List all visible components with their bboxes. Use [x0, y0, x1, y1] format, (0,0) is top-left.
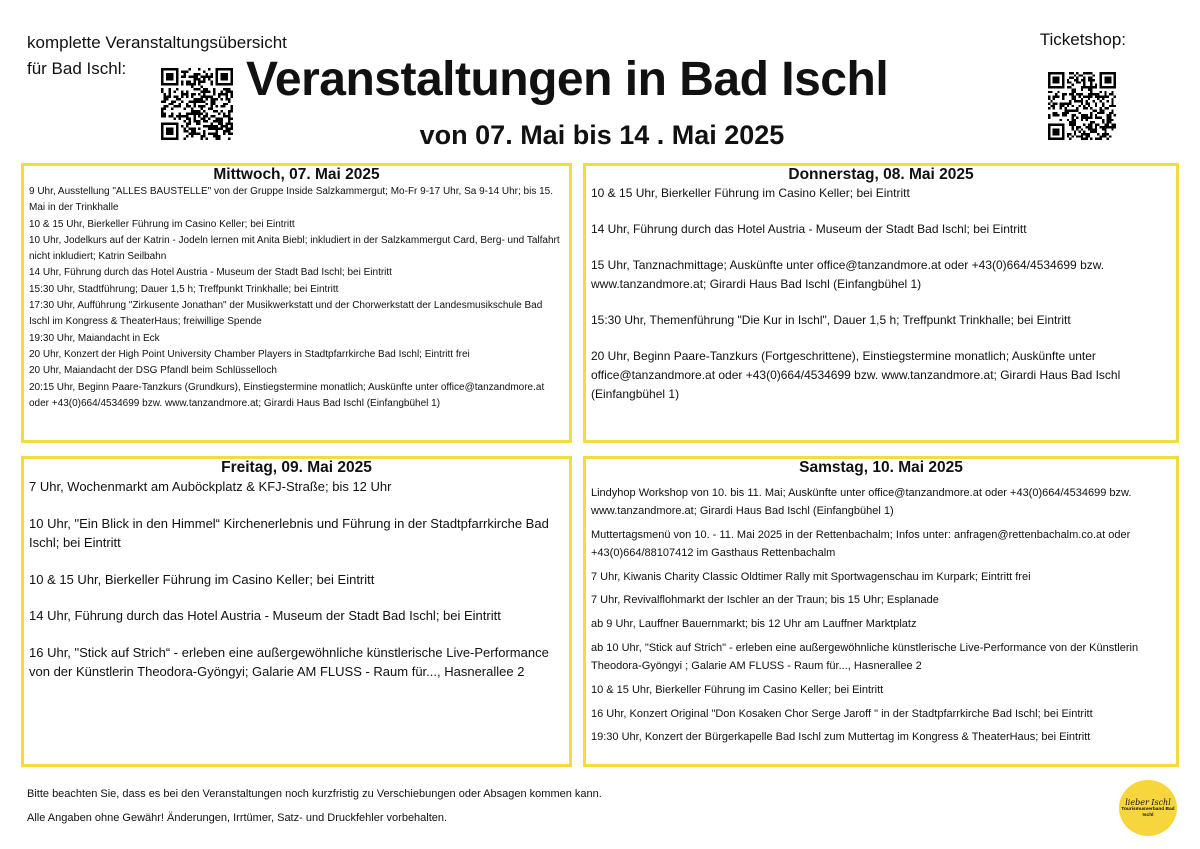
event-item: 10 Uhr, "Ein Blick in den Himmel“ Kirchenerlebnis und Führung in der Stadtpfarrkirche Bad Ischl; bei Eintritt: [29, 515, 549, 550]
event-item: 7 Uhr, Revivalflohmarkt der Ischler an der Traun; bis 15 Uhr; Esplanade: [591, 594, 939, 607]
event-item: 17:30 Uhr, Aufführung "Zirkusente Jonathan" der Musikwerkstatt und der Chorwerkstatt der Landesmusikschule Bad Ischl im Kongress & TheaterHaus; freiwillige Spende: [29, 300, 543, 328]
event-item: 10 & 15 Uhr, Bierkeller Führung im Casino Keller; bei Eintritt: [29, 218, 295, 230]
page-title: Veranstaltungen in Bad Ischl: [246, 53, 889, 106]
event-item: 19:30 Uhr, Konzert der Bürgerkapelle Bad Ischl zum Muttertag im Kongress & TheaterHaus; bei Eintritt: [591, 731, 1091, 744]
day-box-thursday: [583, 163, 1179, 443]
day-heading: Mittwoch, 07. Mai 2025: [213, 166, 380, 183]
event-list: [24, 477, 569, 682]
event-item: 10 & 15 Uhr, Bierkeller Führung im Casino Keller; bei Eintritt: [591, 186, 910, 200]
event-item: 10 & 15 Uhr, Bierkeller Führung im Casino Keller; bei Eintritt: [591, 683, 884, 696]
disclaimer-changes: Bitte beachten Sie, dass es bei den Veranstaltungen noch kurzfristig zu Verschiebungen oder Absagen kommen kann.: [27, 788, 602, 800]
event-list: [586, 477, 1176, 746]
event-list: [586, 184, 1176, 404]
event-item: 10 & 15 Uhr, Bierkeller Führung im Casino Keller; bei Eintritt: [29, 571, 375, 587]
overview-line-1: komplette Veranstaltungsübersicht: [27, 33, 287, 52]
logo-name-text: Tourismusverband Bad Ischl: [1121, 806, 1175, 818]
event-item: 14 Uhr, Führung durch das Hotel Austria - Museum der Stadt Bad Ischl; bei Eintritt: [29, 608, 501, 623]
event-item: 20 Uhr, Maiandacht der DSG Pfandl beim Schlüsselloch: [29, 365, 277, 377]
qr-code-svg: [1048, 72, 1116, 140]
day-box-saturday: [583, 456, 1179, 767]
event-item: 19:30 Uhr, Maiandacht in Eck: [29, 332, 160, 344]
event-item: Lindyhop Workshop von 10. bis 11. Mai; Auskünfte unter office@tanzandmore.at oder +43(0)664/4534699 bzw. www.tanzandmore.at; Girardi Haus Bad Ischl (Einfangbühel 1): [591, 487, 1132, 517]
page-subtitle: von 07. Mai bis 14 . Mai 2025: [419, 120, 785, 150]
event-item: 16 Uhr, Konzert Original "Don Kosaken Chor Serge Jaroff " in der Stadtpfarrkirche Bad Ischl; bei Eintritt: [591, 707, 1093, 720]
event-item: 10 Uhr, Jodelkurs auf der Katrin - Jodeln lernen mit Anita Biebl; inkludiert in der Salzkammergut Card, Berg- und Talfahrt nicht inkludiert; Katrin Seilbahn: [29, 234, 560, 263]
day-heading: Donnerstag, 08. Mai 2025: [788, 166, 974, 183]
qr-code-ticketshop-icon[interactable]: [1048, 72, 1116, 140]
event-item: 15:30 Uhr, Stadtführung; Dauer 1,5 h; Treffpunkt Trinkhalle; bei Eintritt: [29, 283, 339, 295]
event-item: 9 Uhr, Ausstellung "ALLES BAUSTELLE" von der Gruppe Inside Salzkammergut; Mo-Fr 9-17 Uhr, Sa 9-14 Uhr; bis 15. Mai in der Trinkhalle: [29, 186, 554, 214]
overview-line-2: für Bad Ischl:: [27, 59, 127, 78]
day-box-friday: [21, 456, 572, 767]
ticketshop-label: Ticketshop:: [1039, 30, 1126, 49]
event-item: 7 Uhr, Kiwanis Charity Classic Oldtimer Rally mit Sportwagenschau im Kurpark; Eintritt frei: [591, 570, 1031, 583]
logo-script-text: lieber Ischl: [1125, 797, 1171, 807]
event-item: 20:15 Uhr, Beginn Paare-Tanzkurs (Grundkurs), Einstiegstermine monatlich; Auskünfte unter office@tanzandmore.at oder +43(0)664/4534699 bzw. www.tanzandmore.at; Girardi Haus Bad Ischl (Einfangbühel 1): [29, 381, 545, 409]
day-heading: Freitag, 09. Mai 2025: [221, 459, 372, 476]
event-item: 20 Uhr, Konzert der High Point University Chamber Players in Stadtpfarrkirche Bad Ischl; Eintritt frei: [29, 348, 470, 360]
day-box-wednesday: [21, 163, 572, 443]
event-item: Muttertagsmenü von 10. - 11. Mai 2025 in der Rettenbachalm; Infos unter: anfragen@rettenbachalm.co.at oder +43(0)664/88107412 im Gasthaus Rettenbachalm: [591, 528, 1131, 559]
event-item: 20 Uhr, Beginn Paare-Tanzkurs (Fortgeschrittene), Einstiegstermine monatlich; Auskünfte unter office@tanzandmore.at oder +43(0)664/4534699 bzw. www.tanzandmore.at; Girardi Haus Bad Ischl (Einfangbühel 1): [591, 349, 1121, 401]
event-list: [24, 184, 569, 412]
footer-notes: [27, 787, 602, 835]
day-heading: Samstag, 10. Mai 2025: [799, 459, 963, 476]
event-item: 7 Uhr, Wochenmarkt am Auböckplatz & KFJ-Straße; bis 12 Uhr: [29, 479, 392, 494]
event-item: ab 10 Uhr, "Stick auf Strich" - erleben eine außergewöhnliche künstlerische Live-Performance von der Künstlerin Theodora-Gyöngyi ; Galarie AM FLUSS - Raum für..., Hasnerallee 2: [591, 641, 1139, 672]
event-item: 14 Uhr, Führung durch das Hotel Austria - Museum der Stadt Bad Ischl; bei Eintritt: [29, 267, 392, 279]
event-item: 16 Uhr, "Stick auf Strich“ - erleben eine außergewöhnliche künstlerische Live-Performance von der Künstlerin Theodora-Gyöngyi; Galarie AM FLUSS - Raum für..., Hasnerallee 2: [29, 644, 549, 679]
event-item: ab 9 Uhr, Lauffner Bauernmarkt; bis 12 Uhr am Lauffner Marktplatz: [591, 618, 917, 631]
tourism-logo: [1119, 780, 1177, 836]
disclaimer-liability: Alle Angaben ohne Gewähr! Änderungen, Irrtümer, Satz- und Druckfehler vorbehalten.: [27, 812, 448, 824]
event-item: 14 Uhr, Führung durch das Hotel Austria - Museum der Stadt Bad Ischl; bei Eintritt: [591, 222, 1027, 236]
event-item: 15 Uhr, Tanznachmittage; Auskünfte unter office@tanzandmore.at oder +43(0)664/4534699 bzw. www.tanzandmore.at; Girardi Haus Bad Ischl (Einfangbühel 1): [591, 258, 1105, 291]
event-item: 15:30 Uhr, Themenführung "Die Kur in Ischl", Dauer 1,5 h; Treffpunkt Trinkhalle; bei Eintritt: [591, 313, 1071, 327]
